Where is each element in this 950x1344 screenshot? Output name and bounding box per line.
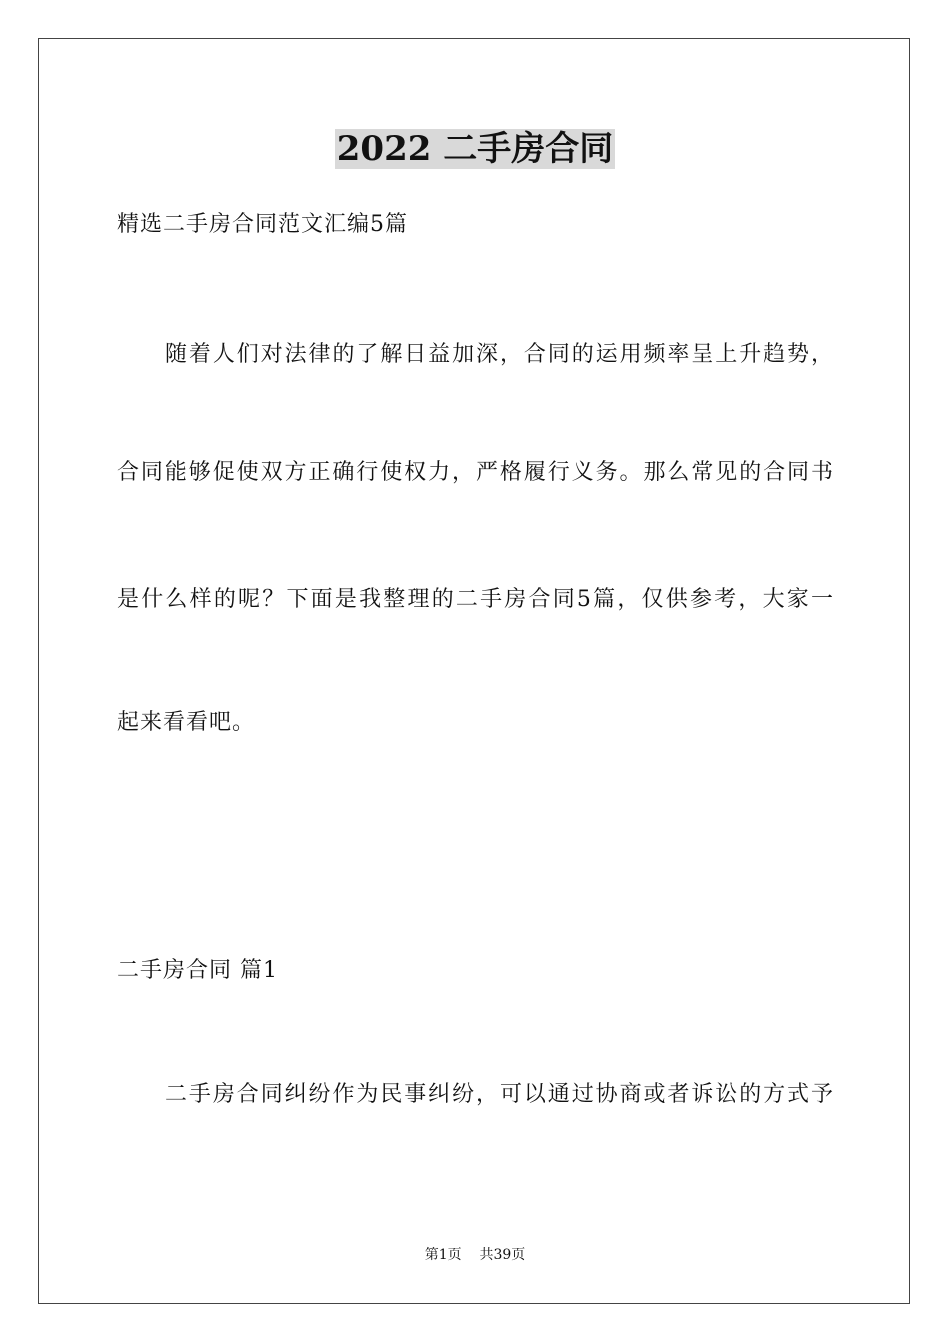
document-title-text: 2022 二手房合同 xyxy=(336,129,614,169)
intro-paragraph-line-4: 起来看看吧。 xyxy=(117,710,256,735)
section-paragraph-line-1: 二手房合同纠纷作为民事纠纷，可以通过协商或者诉讼的方式予 xyxy=(165,1082,833,1107)
document-title xyxy=(0,126,950,172)
section-heading: 二手房合同 篇1 xyxy=(117,958,278,983)
intro-paragraph-line-2: 合同能够促使双方正确行使权力，严格履行义务。那么常见的合同书 xyxy=(117,460,833,485)
intro-paragraph-line-3: 是什么样的呢？下面是我整理的二手房合同5篇，仅供参考，大家一 xyxy=(117,587,833,612)
intro-paragraph-line-1: 随着人们对法律的了解日益加深，合同的运用频率呈上升趋势， xyxy=(165,342,833,367)
page-number-footer: 第1页 共39页 xyxy=(424,1247,526,1263)
document-subtitle: 精选二手房合同范文汇编5篇 xyxy=(117,212,408,237)
